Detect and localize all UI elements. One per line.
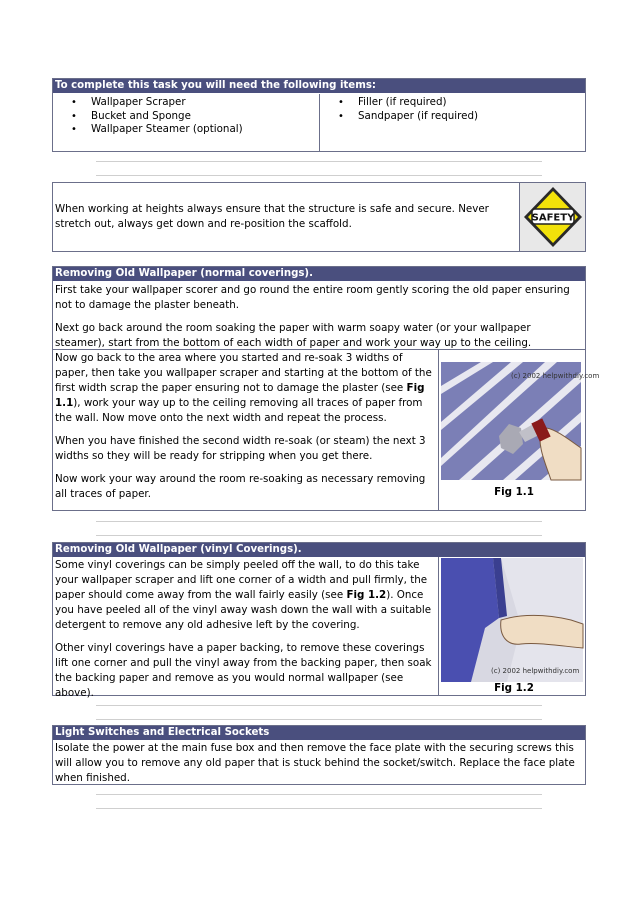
divider: [96, 521, 542, 522]
switches-text: Isolate the power at the main fuse box and then remove the face plate with the securing screws this will allow you to remove any old paper that is stuck behind the socket/switch. Replace the face plate when finished.: [55, 742, 575, 784]
list-item: • Sandpaper (if required): [320, 110, 585, 124]
normal-coverings-steps: [53, 349, 439, 510]
items-right-cell: [320, 94, 585, 151]
items-box: [52, 78, 586, 152]
figure-copyright: (c) 2002 helpwithdiy.com: [491, 667, 580, 675]
vinyl-coverings-text: [53, 557, 439, 699]
paragraph: Next go back around the room soaking the paper with warm soapy water (or your wallpaper steamer), start from the bottom of each width of paper and work your way up to the ceiling.: [55, 322, 532, 349]
safety-text: When working at heights always ensure that the structure is safe and secure. Never stretch out, always get down and re-position the scaffold.: [55, 203, 489, 230]
figure-1-2: [439, 557, 585, 695]
figure-copyright: (c) 2002 helpwithdiy.com: [511, 372, 600, 380]
list-item: • Wallpaper Scraper: [53, 96, 319, 110]
divider: [96, 808, 542, 809]
paragraph: Some vinyl coverings can be simply peeled off the wall, to do this take your wallpaper scraper and lift one corner of a width and pull firmly, the paper should come away from the wall fairly easily (see Fig 1.2). Once you have peeled all of the vinyl away wash down the wall with a suitable detergent to remove any old adhesive left by the covering.: [55, 559, 432, 631]
figure-reference: Fig 1.2: [346, 589, 387, 601]
divider: [96, 719, 542, 720]
vinyl-coverings-header: Removing Old Wallpaper (vinyl Coverings).: [53, 543, 585, 557]
list-item: • Bucket and Sponge: [53, 110, 319, 124]
items-left-list: [53, 96, 319, 137]
items-left-cell: [53, 94, 320, 151]
normal-coverings-intro: [55, 283, 583, 351]
scraper-illustration: [441, 362, 587, 482]
figure-label: Fig 1.1: [494, 486, 534, 498]
paragraph: When you have finished the second width re-soak (or steam) the next 3 widths so they will be ready for stripping when you get there.: [55, 435, 426, 462]
items-header: To complete this task you will need the following items:: [53, 79, 585, 93]
paragraph: First take your wallpaper scorer and go round the entire room gently scoring the old paper ensuring not to damage the plaster beneath.: [55, 284, 570, 311]
divider: [96, 175, 542, 176]
figure-reference: Fig 1.1: [55, 382, 425, 409]
divider: [96, 161, 542, 162]
normal-coverings-box: [52, 266, 600, 511]
divider: [96, 535, 542, 536]
items-right-list: [320, 96, 585, 123]
paragraph: Other vinyl coverings have a paper backing, to remove these coverings lift one corner and pull the vinyl away from the backing paper, then soak the backing paper and remove as you would normal wallpaper (see above).: [55, 642, 432, 699]
safety-sign-cell: [519, 183, 585, 251]
divider: [96, 794, 542, 795]
safety-sign-text: SAFETY: [531, 212, 575, 224]
paragraph: Now work your way around the room re-soaking as necessary removing all traces of paper.: [55, 473, 426, 500]
normal-coverings-header: Removing Old Wallpaper (normal coverings).: [53, 267, 585, 281]
safety-box: [52, 182, 586, 252]
peeling-vinyl-illustration: [441, 558, 587, 682]
vinyl-coverings-box: [52, 542, 586, 699]
switches-header: Light Switches and Electrical Sockets: [53, 726, 585, 740]
safety-sign-icon: [520, 183, 586, 251]
figure-label: Fig 1.2: [494, 682, 534, 694]
switches-box: [52, 725, 586, 785]
list-item: • Filler (if required): [320, 96, 585, 110]
paragraph: Now go back to the area where you started and re-soak 3 widths of paper, then take you wallpaper scraper and starting at the bottom of the first width scrap the paper ensuring not to damage the plaster (see Fig 1.1), work your way up to the ceiling removing all traces of paper from the wall. Now move onto the next width and repeat the process.: [55, 352, 432, 424]
divider: [96, 705, 542, 706]
list-item: • Wallpaper Steamer (optional): [53, 123, 319, 137]
figure-1-1: [439, 349, 600, 510]
